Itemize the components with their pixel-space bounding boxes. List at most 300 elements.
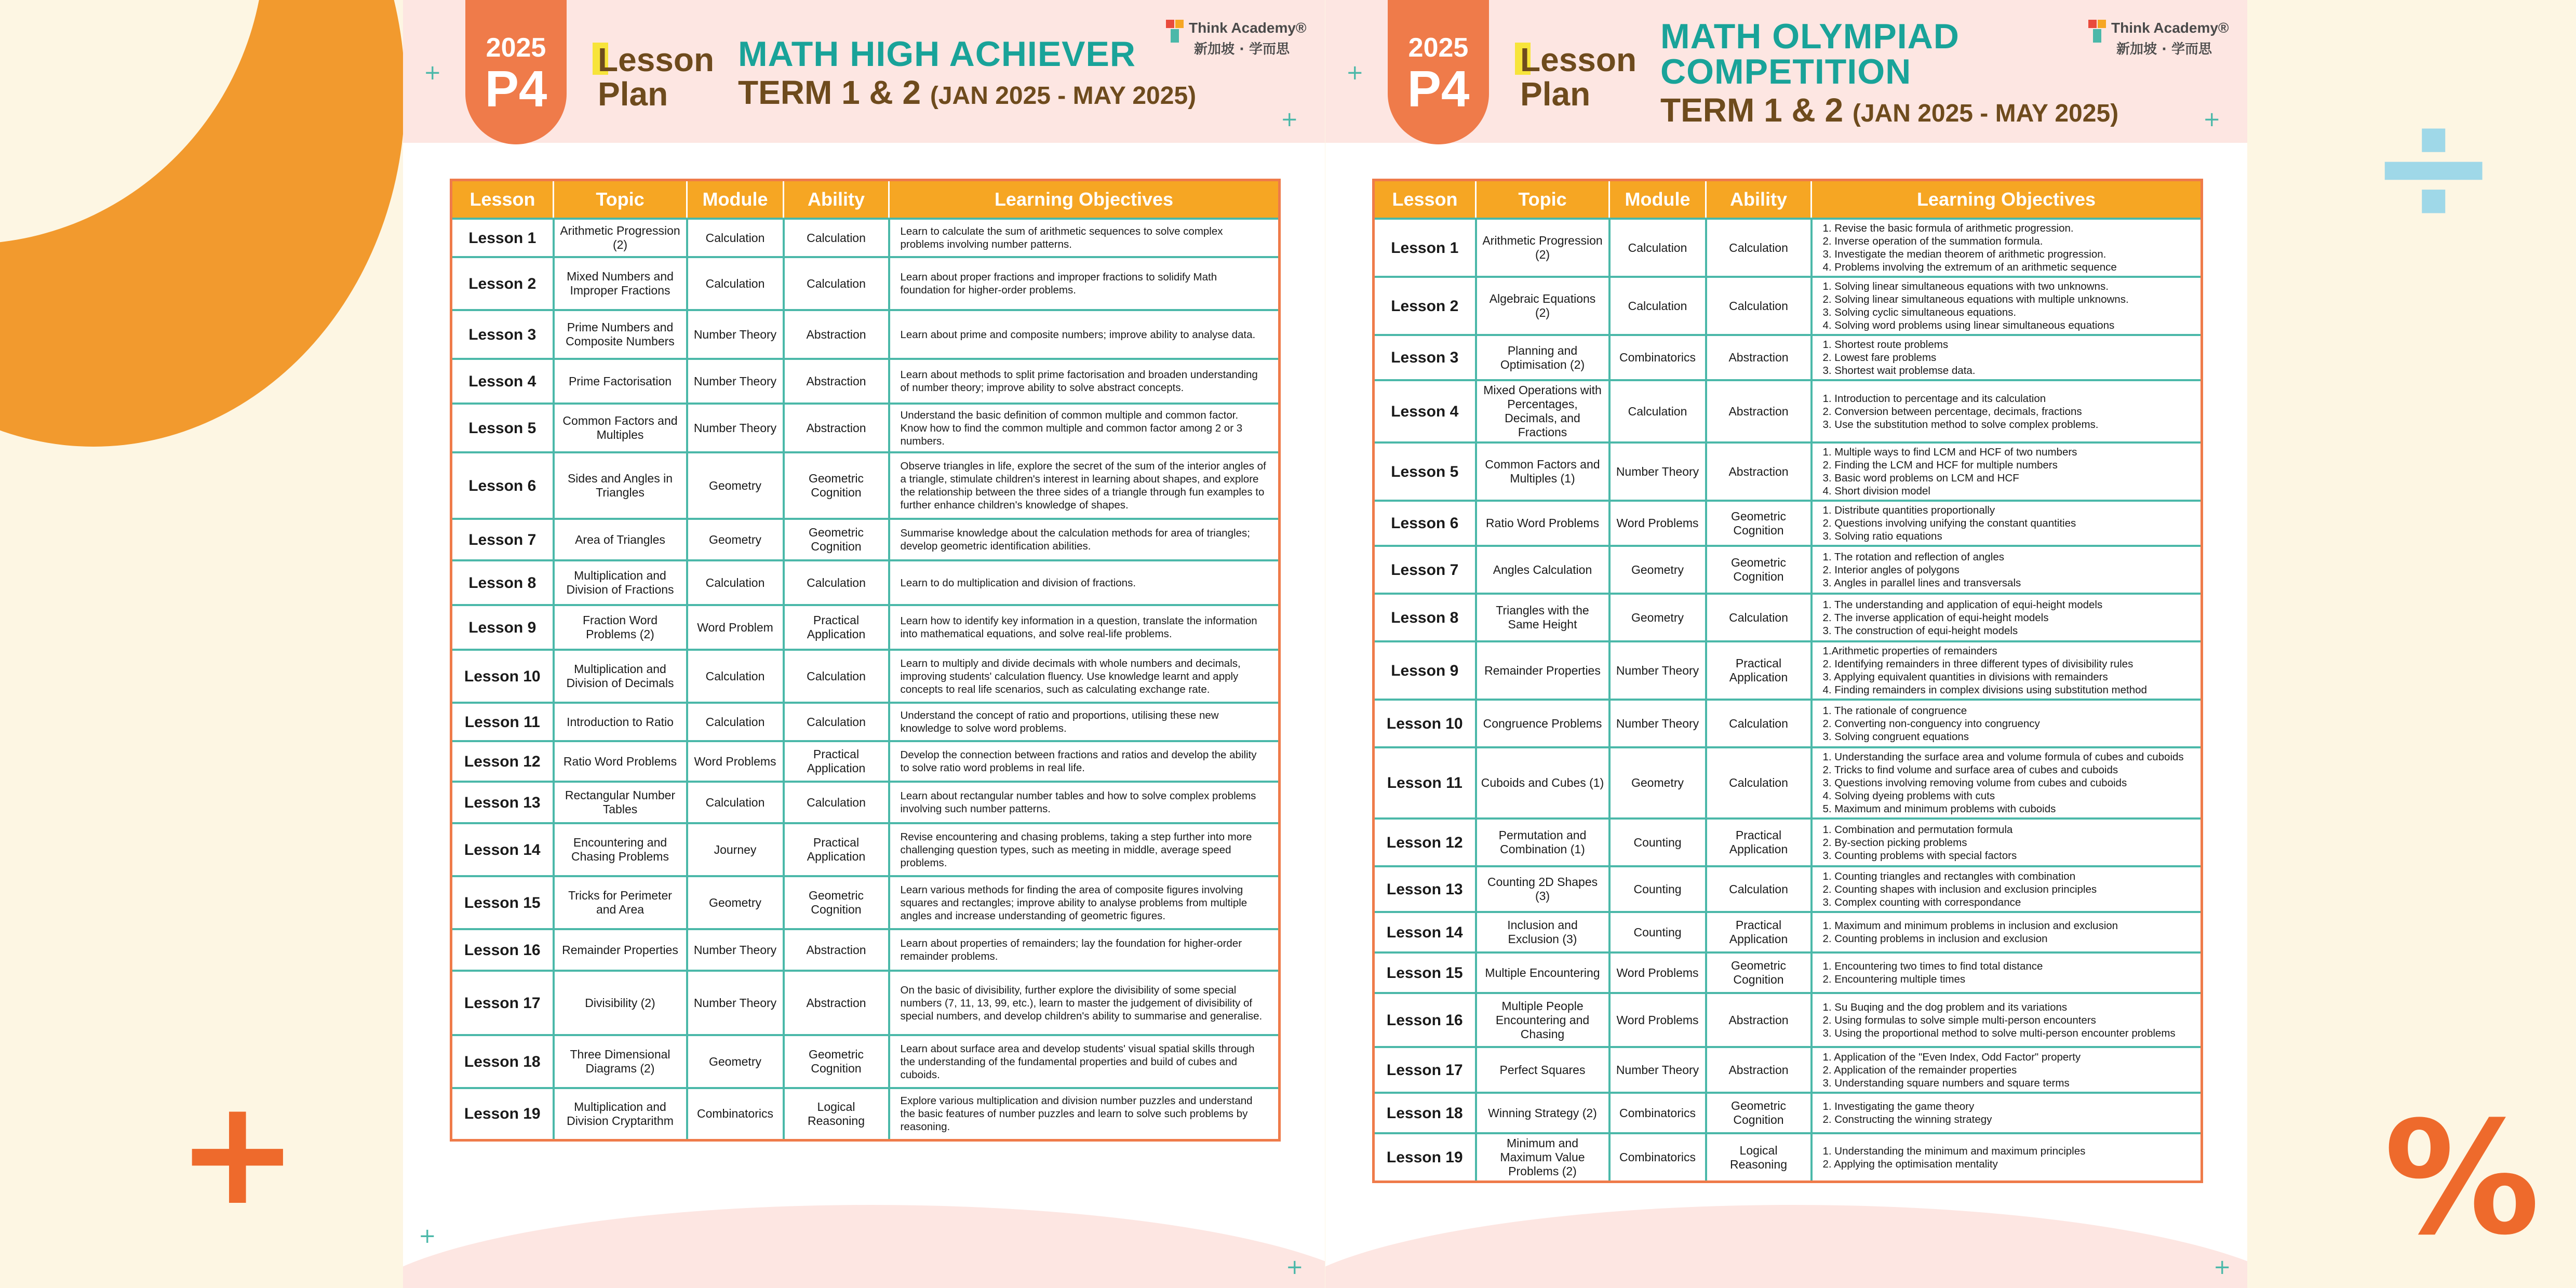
objective-line: 3. Solving congruent equations	[1822, 730, 1969, 743]
objective-line: 2. Inverse operation of the summation formula.	[1822, 235, 2043, 247]
lesson-plan-mark	[1515, 43, 1636, 111]
module-cell: Calculation	[687, 219, 784, 257]
table-row	[1374, 219, 2202, 277]
objective-line: Develop the connection between fractions and ratios and develop the ability to solve ratio word problems in real life.	[900, 749, 1257, 774]
ability-cell: Geometric Cognition	[784, 519, 889, 560]
lesson-table	[1372, 179, 2203, 1183]
column-header-ability: Ability	[1706, 180, 1812, 219]
objectives-cell	[889, 219, 1280, 257]
column-header-module: Module	[687, 180, 784, 219]
table-body	[451, 219, 1280, 1140]
objective-line: 3. Complex counting with correspondance	[1822, 896, 2021, 908]
column-header-topic: Topic	[554, 180, 687, 219]
objective-line: Learn about rectangular number tables and how to solve complex problems involving such number patterns.	[900, 790, 1256, 815]
year-level-badge	[465, 0, 567, 144]
module-cell: Geometry	[1609, 747, 1706, 819]
objectives-cell	[1812, 747, 2202, 819]
poster-math-olympiad	[1325, 0, 2247, 1288]
ability-cell: Abstraction	[784, 310, 889, 359]
topic-cell: Multiple Encountering	[1476, 952, 1609, 993]
topic-cell: Counting 2D Shapes (3)	[1476, 866, 1609, 912]
objective-line: 3. Solving cyclic simultaneous equations.	[1822, 306, 2017, 318]
module-cell: Word Problems	[1609, 993, 1706, 1047]
objective-line: 1. Application of the "Even Index, Odd Factor" property	[1822, 1051, 2081, 1063]
topic-cell: Arithmetic Progression (2)	[554, 219, 687, 257]
objectives-cell	[1812, 546, 2202, 594]
module-cell: Combinatorics	[1609, 335, 1706, 380]
objective-line: 1. Introduction to percentage and its calculation	[1822, 392, 2046, 405]
lesson-plan-word: Lesson	[598, 41, 715, 78]
objectives-cell	[1812, 277, 2202, 335]
lesson-cell: Lesson 8	[1374, 594, 1476, 641]
ability-cell: Abstraction	[1706, 380, 1812, 442]
objective-line: 2. Tricks to find volume and surface area of cubes and cuboids	[1822, 764, 2118, 776]
lesson-cell: Lesson 15	[451, 876, 554, 929]
module-cell: Combinatorics	[1609, 1093, 1706, 1133]
module-cell: Number Theory	[687, 359, 784, 404]
topic-cell: Tricks for Perimeter and Area	[554, 876, 687, 929]
lesson-cell: Lesson 2	[1374, 277, 1476, 335]
objective-line: 4. Finding remainders in complex divisions using substitution method	[1822, 684, 2147, 696]
brand-name: Think Academy®	[2111, 20, 2229, 36]
ability-cell: Practical Application	[1706, 819, 1812, 866]
lesson-cell: Lesson 16	[451, 929, 554, 971]
ability-cell: Geometric Cognition	[1706, 952, 1812, 993]
ability-cell: Calculation	[784, 219, 889, 257]
poster-footer-wave	[1325, 1205, 2247, 1288]
table-row	[451, 257, 1280, 310]
term-label: TERM 1 & 2	[1660, 91, 1844, 129]
objective-line: 1. The rationale of congruence	[1822, 704, 1967, 717]
objective-line: Learn to multiply and divide decimals with whole numbers and decimals, improving students' calculation fluency. Use knowledge learnt and apply concepts to real life scenarios, such as calculating exchange rate.	[900, 657, 1241, 695]
table-row	[1374, 380, 2202, 442]
percent-icon: %	[2384, 1088, 2540, 1269]
module-cell: Word Problems	[1609, 501, 1706, 546]
topic-cell: Planning and Optimisation (2)	[1476, 335, 1609, 380]
table-row	[451, 605, 1280, 650]
module-cell: Word Problems	[1609, 952, 1706, 993]
objective-line: Summarise knowledge about the calculation methods for area of triangles; develop geometric identification abilities.	[900, 527, 1250, 552]
objectives-cell	[889, 519, 1280, 560]
objective-line: Explore various multiplication and division number puzzles and understand the basic features of number puzzles and learn to solve such problems by reasoning.	[900, 1095, 1253, 1133]
objectives-cell	[1812, 219, 2202, 277]
table-row	[451, 560, 1280, 605]
objective-line: 2. Using formulas to solve simple multi-person encounters	[1822, 1014, 2096, 1026]
topic-cell: Winning Strategy (2)	[1476, 1093, 1609, 1133]
topic-cell: Remainder Properties	[1476, 641, 1609, 700]
module-cell: Counting	[1609, 912, 1706, 952]
table-row	[451, 741, 1280, 782]
objective-line: On the basic of divisibility, further explore the divisibility of some special numbers (7, 11, 13, 99, etc.), learn to master the judgement of divisibility of special numbers, and develop children's ability to summarise and generalise.	[900, 984, 1263, 1022]
objectives-cell	[889, 971, 1280, 1035]
poster-title	[738, 36, 1196, 117]
lesson-cell: Lesson 1	[451, 219, 554, 257]
table-row	[451, 404, 1280, 452]
objective-line: 3. Use the substitution method to solve complex problems.	[1822, 418, 2099, 431]
topic-cell: Angles Calculation	[1476, 546, 1609, 594]
sparkle-icon: +	[1346, 61, 1364, 85]
topic-cell: Introduction to Ratio	[554, 703, 687, 741]
lesson-plan-word: Lesson	[1520, 41, 1637, 78]
topic-cell: Multiplication and Division Cryptarithm	[554, 1088, 687, 1140]
table-row	[451, 452, 1280, 519]
objective-line: 1. Encountering two times to find total distance	[1822, 960, 2043, 972]
ability-cell: Calculation	[1706, 866, 1812, 912]
ability-cell: Calculation	[784, 650, 889, 703]
objective-line: 2. Lowest fare problems	[1822, 352, 1937, 364]
table-row	[1374, 993, 2202, 1047]
term-dates: (JAN 2025 - MAY 2025)	[930, 82, 1197, 110]
ability-cell: Calculation	[1706, 747, 1812, 819]
objective-line: 3. Angles in parallel lines and transversals	[1822, 576, 2021, 589]
objective-line: 1. Solving linear simultaneous equations with two unknowns.	[1822, 280, 2109, 292]
objective-line: 2. Solving linear simultaneous equations with multiple unknowns.	[1822, 293, 2129, 305]
objectives-cell	[889, 782, 1280, 823]
term-title	[1660, 89, 2118, 135]
poster-math-high-achiever	[403, 0, 1325, 1288]
divide-icon: ÷	[2368, 75, 2499, 257]
ability-cell: Abstraction	[784, 404, 889, 452]
objectives-cell	[1812, 819, 2202, 866]
module-cell: Number Theory	[687, 404, 784, 452]
ability-cell: Calculation	[1706, 594, 1812, 641]
year-label: 2025	[1408, 33, 1469, 63]
lesson-cell: Lesson 13	[451, 782, 554, 823]
topic-cell: Multiplication and Division of Fractions	[554, 560, 687, 605]
module-cell: Combinatorics	[687, 1088, 784, 1140]
topic-cell: Encountering and Chasing Problems	[554, 823, 687, 876]
lesson-cell: Lesson 10	[1374, 700, 1476, 747]
objective-line: 1. Understanding the surface area and volume formula of cubes and cuboids	[1822, 751, 2184, 763]
table-row	[451, 1088, 1280, 1140]
table-row	[1374, 1093, 2202, 1133]
table-row	[451, 519, 1280, 560]
objectives-cell	[889, 741, 1280, 782]
lesson-cell: Lesson 19	[1374, 1133, 1476, 1182]
lesson-plan-mark	[593, 43, 714, 111]
objective-line: 3. The construction of equi-height models	[1822, 624, 2018, 637]
lesson-cell: Lesson 17	[451, 971, 554, 1035]
lesson-cell: Lesson 4	[1374, 380, 1476, 442]
topic-cell: Prime Factorisation	[554, 359, 687, 404]
objectives-cell	[889, 452, 1280, 519]
lesson-cell: Lesson 5	[451, 404, 554, 452]
ability-cell: Calculation	[784, 703, 889, 741]
ability-cell: Abstraction	[1706, 1047, 1812, 1093]
objective-line: 1. The rotation and reflection of angles	[1822, 551, 2004, 563]
table-row	[1374, 641, 2202, 700]
objective-line: 2. Application of the remainder properties	[1822, 1064, 2017, 1076]
ability-cell: Abstraction	[784, 971, 889, 1035]
ability-cell: Abstraction	[1706, 335, 1812, 380]
ability-cell: Calculation	[1706, 219, 1812, 277]
program-title-line2: COMPETITION	[1660, 52, 1912, 91]
ability-cell: Geometric Cognition	[1706, 501, 1812, 546]
topic-cell: Congruence Problems	[1476, 700, 1609, 747]
ability-cell: Geometric Cognition	[784, 1035, 889, 1088]
objectives-cell	[889, 703, 1280, 741]
table-row	[451, 650, 1280, 703]
topic-cell: Minimum and Maximum Value Problems (2)	[1476, 1133, 1609, 1182]
objectives-cell	[1812, 501, 2202, 546]
topic-cell: Inclusion and Exclusion (3)	[1476, 912, 1609, 952]
sparkle-icon: +	[2203, 108, 2221, 131]
module-cell: Number Theory	[687, 929, 784, 971]
objective-line: 4. Short division model	[1822, 485, 1930, 497]
objective-line: 4. Problems involving the extremum of an arithmetic sequence	[1822, 261, 2117, 273]
brand-subtitle: 新加坡 · 学而思	[2116, 42, 2212, 57]
topic-cell: Rectangular Number Tables	[554, 782, 687, 823]
objective-line: 2. The inverse application of equi-height models	[1822, 611, 2049, 624]
lesson-cell: Lesson 15	[1374, 952, 1476, 993]
year-label: 2025	[486, 33, 546, 63]
table-row	[451, 876, 1280, 929]
brand-subtitle: 新加坡 · 学而思	[1194, 42, 1290, 57]
module-cell: Combinatorics	[1609, 1133, 1706, 1182]
module-cell: Calculation	[1609, 380, 1706, 442]
module-cell: Calculation	[1609, 277, 1706, 335]
objective-line: 3. Basic word problems on LCM and HCF	[1822, 472, 2019, 484]
lesson-cell: Lesson 7	[451, 519, 554, 560]
objectives-cell	[889, 650, 1280, 703]
objective-line: 1. Revise the basic formula of arithmetic progression.	[1822, 222, 2074, 234]
objectives-cell	[1812, 335, 2202, 380]
table-row	[1374, 747, 2202, 819]
module-cell: Word Problems	[687, 741, 784, 782]
objectives-cell	[1812, 700, 2202, 747]
topic-cell: Area of Triangles	[554, 519, 687, 560]
objective-line: 3. Using the proportional method to solve multi-person encounter problems	[1822, 1027, 2176, 1039]
objective-line: Learn about properties of remainders; lay the foundation for higher-order remainder problems.	[900, 937, 1242, 962]
objective-line: 3. Solving ratio equations	[1822, 530, 1942, 542]
lesson-cell: Lesson 5	[1374, 442, 1476, 501]
objectives-cell	[889, 1035, 1280, 1088]
lesson-cell: Lesson 13	[1374, 866, 1476, 912]
table-header-row	[451, 180, 1280, 219]
objective-line: 1. Combination and permutation formula	[1822, 823, 2013, 836]
objective-line: 2. Constructing the winning strategy	[1822, 1113, 1992, 1125]
table-row	[451, 782, 1280, 823]
column-header-learning-objectives: Learning Objectives	[889, 180, 1280, 219]
ability-cell: Calculation	[784, 560, 889, 605]
objective-line: 2. Finding the LCM and HCF for multiple numbers	[1822, 459, 2058, 471]
sparkle-icon: +	[419, 1224, 436, 1248]
column-header-ability: Ability	[784, 180, 889, 219]
module-cell: Counting	[1609, 866, 1706, 912]
objectives-cell	[889, 823, 1280, 876]
objectives-cell	[1812, 1093, 2202, 1133]
objectives-cell	[1812, 993, 2202, 1047]
objective-line: 2. Counting problems in inclusion and exclusion	[1822, 933, 2048, 945]
column-header-module: Module	[1609, 180, 1706, 219]
objective-line: 1. The understanding and application of equi-height models	[1822, 598, 2103, 611]
topic-cell: Algebraic Equations (2)	[1476, 277, 1609, 335]
term-title	[738, 72, 1196, 117]
topic-cell: Fraction Word Problems (2)	[554, 605, 687, 650]
program-title: MATH OLYMPIAD	[1660, 17, 1960, 56]
objective-line: Learn to do multiplication and division of fractions.	[900, 576, 1136, 589]
module-cell: Geometry	[687, 1035, 784, 1088]
objective-line: 1. Distribute quantities proportionally	[1822, 504, 1995, 516]
objectives-cell	[1812, 442, 2202, 501]
objective-line: Revise encountering and chasing problems, taking a step further into more challenging question types, such as meeting in middle, average speed problems.	[900, 830, 1252, 869]
table-row	[451, 219, 1280, 257]
ability-cell: Calculation	[1706, 700, 1812, 747]
objective-line: Understand the basic definition of common multiple and common factor. Know how to find the common multiple and common factor among 2 or 3 numbers.	[900, 409, 1243, 447]
table-row	[1374, 335, 2202, 380]
objectives-cell	[889, 605, 1280, 650]
topic-cell: Permutation and Combination (1)	[1476, 819, 1609, 866]
topic-cell: Mixed Operations with Percentages, Decimals, and Fractions	[1476, 380, 1609, 442]
objectives-cell	[889, 876, 1280, 929]
poster-title	[1660, 19, 2118, 135]
objective-line: Learn about surface area and develop students' visual spatial skills through the understanding of the fundamental properties and build of cubes and cuboids.	[900, 1042, 1255, 1081]
objectives-cell	[1812, 641, 2202, 700]
objectives-cell	[889, 359, 1280, 404]
objective-line: 1. Multiple ways to find LCM and HCF of two numbers	[1822, 446, 2077, 458]
module-cell: Calculation	[687, 257, 784, 310]
topic-cell: Cuboids and Cubes (1)	[1476, 747, 1609, 819]
lesson-cell: Lesson 12	[451, 741, 554, 782]
level-label: P4	[485, 60, 547, 117]
poster-footer-wave	[403, 1205, 1325, 1288]
objective-line: 2. Conversion between percentage, decimals, fractions	[1822, 405, 2082, 418]
module-cell: Calculation	[1609, 219, 1706, 277]
lesson-cell: Lesson 2	[451, 257, 554, 310]
objectives-cell	[889, 1088, 1280, 1140]
topic-cell: Triangles with the Same Height	[1476, 594, 1609, 641]
table-row	[1374, 501, 2202, 546]
think-academy-logo-icon	[1166, 20, 1185, 44]
objective-line: 1. Understanding the minimum and maximum principles	[1822, 1145, 2086, 1157]
module-cell: Geometry	[687, 519, 784, 560]
objective-line: 2. Counting shapes with inclusion and exclusion principles	[1822, 883, 2097, 895]
objective-line: 2. Interior angles of polygons	[1822, 564, 1960, 576]
topic-cell: Ratio Word Problems	[554, 741, 687, 782]
lesson-cell: Lesson 9	[1374, 641, 1476, 700]
topic-cell: Sides and Angles in Triangles	[554, 452, 687, 519]
lesson-cell: Lesson 7	[1374, 546, 1476, 594]
objectives-cell	[1812, 380, 2202, 442]
objective-line: Learn about methods to split prime factorisation and broaden understanding of number theory; improve ability to solve abstract concepts.	[900, 369, 1258, 394]
objectives-cell	[1812, 866, 2202, 912]
objective-line: Learn about proper fractions and improper fractions to solidify Math foundation for higher-order problems.	[900, 271, 1217, 296]
lesson-table	[450, 179, 1281, 1142]
objective-line: 2. Applying the optimisation mentality	[1822, 1158, 1998, 1170]
objective-line: 1. Shortest route problems	[1822, 339, 1949, 351]
table-header-row	[1374, 180, 2202, 219]
table-row	[1374, 1047, 2202, 1093]
plus-icon: +	[177, 1068, 299, 1238]
module-cell: Calculation	[687, 650, 784, 703]
module-cell: Geometry	[687, 452, 784, 519]
table-row	[451, 359, 1280, 404]
objective-line: Understand the concept of ratio and proportions, utilising these new knowledge to solve word problems.	[900, 709, 1219, 734]
column-header-topic: Topic	[1476, 180, 1609, 219]
module-cell: Geometry	[1609, 594, 1706, 641]
lesson-cell: Lesson 17	[1374, 1047, 1476, 1093]
objective-line: 2. Converting non-conguency into congruency	[1822, 717, 2040, 730]
module-cell: Journey	[687, 823, 784, 876]
ability-cell: Practical Application	[1706, 641, 1812, 700]
lesson-cell: Lesson 11	[1374, 747, 1476, 819]
ability-cell: Abstraction	[784, 359, 889, 404]
lesson-cell: Lesson 6	[451, 452, 554, 519]
objective-line: Learn how to identify key information in a question, translate the information into mathematical equations, and solve real-life problems.	[900, 615, 1257, 640]
objective-line: 4. Solving word problems using linear simultaneous equations	[1822, 319, 2115, 331]
table-row	[451, 823, 1280, 876]
objective-line: 1. Counting triangles and rectangles with combination	[1822, 870, 2076, 882]
ability-cell: Logical Reasoning	[784, 1088, 889, 1140]
module-cell: Counting	[1609, 819, 1706, 866]
objectives-cell	[1812, 952, 2202, 993]
lesson-plan-word: Plan	[1520, 75, 1591, 113]
objective-line: 2. By-section picking problems	[1822, 836, 1967, 849]
module-cell: Geometry	[687, 876, 784, 929]
ability-cell: Calculation	[784, 257, 889, 310]
lesson-cell: Lesson 11	[451, 703, 554, 741]
lesson-cell: Lesson 14	[1374, 912, 1476, 952]
ability-cell: Geometric Cognition	[784, 452, 889, 519]
lesson-cell: Lesson 14	[451, 823, 554, 876]
objective-line: 1. Investigating the game theory	[1822, 1101, 1975, 1112]
topic-cell: Remainder Properties	[554, 929, 687, 971]
objectives-cell	[1812, 1047, 2202, 1093]
objectives-cell	[889, 257, 1280, 310]
objective-line: Learn about prime and composite numbers; improve ability to analyse data.	[900, 328, 1256, 341]
sparkle-icon: +	[1281, 108, 1298, 131]
objective-line: 3. Applying equivalent quantities in divisions with remainders	[1822, 671, 2108, 683]
module-cell: Number Theory	[1609, 442, 1706, 501]
lesson-cell: Lesson 10	[451, 650, 554, 703]
objectives-cell	[1812, 1133, 2202, 1182]
objective-line: Learn various methods for finding the area of composite figures involving squares and rectangles; improve ability to analyse problems from multiple angles and increase understanding of geometric figures.	[900, 883, 1247, 922]
objective-line: 3. Investigate the median theorem of arithmetic progression.	[1822, 248, 2107, 260]
module-cell: Number Theory	[1609, 641, 1706, 700]
term-label: TERM 1 & 2	[738, 74, 921, 111]
ability-cell: Calculation	[1706, 277, 1812, 335]
table-row	[1374, 700, 2202, 747]
module-cell: Word Problem	[687, 605, 784, 650]
table-row	[1374, 912, 2202, 952]
ability-cell: Logical Reasoning	[1706, 1133, 1812, 1182]
objective-line: 4. Solving dyeing problems with cuts	[1822, 790, 1995, 802]
lesson-cell: Lesson 18	[1374, 1093, 1476, 1133]
table-row	[451, 1035, 1280, 1088]
table-row	[1374, 442, 2202, 501]
table-row	[451, 971, 1280, 1035]
module-cell: Calculation	[687, 560, 784, 605]
lesson-plan-word: Plan	[598, 75, 668, 113]
objective-line: 1. Maximum and minimum problems in inclusion and exclusion	[1822, 920, 2118, 932]
objective-line: 2. Questions involving unifying the constant quantities	[1822, 517, 2076, 529]
ability-cell: Abstraction	[1706, 442, 1812, 501]
objective-line: Observe triangles in life, explore the secret of the sum of the interior angles of a triangle, stimulate children's interest in learning about shapes, and explore the relationship between the three sides of a triangle through fun examples to further enhance children's knowledge of shapes.	[900, 460, 1266, 511]
objective-line: 3. Questions involving removing volume from cubes and cuboids	[1822, 777, 2127, 789]
table-row	[451, 703, 1280, 741]
column-header-learning-objectives: Learning Objectives	[1812, 180, 2202, 219]
lesson-cell: Lesson 16	[1374, 993, 1476, 1047]
topic-cell: Common Factors and Multiples	[554, 404, 687, 452]
module-cell: Number Theory	[687, 971, 784, 1035]
module-cell: Calculation	[687, 703, 784, 741]
table-body	[1374, 219, 2202, 1182]
topic-cell: Mixed Numbers and Improper Fractions	[554, 257, 687, 310]
table-row	[1374, 866, 2202, 912]
objectives-cell	[1812, 912, 2202, 952]
topic-cell: Multiplication and Division of Decimals	[554, 650, 687, 703]
sparkle-icon: +	[1286, 1255, 1304, 1279]
